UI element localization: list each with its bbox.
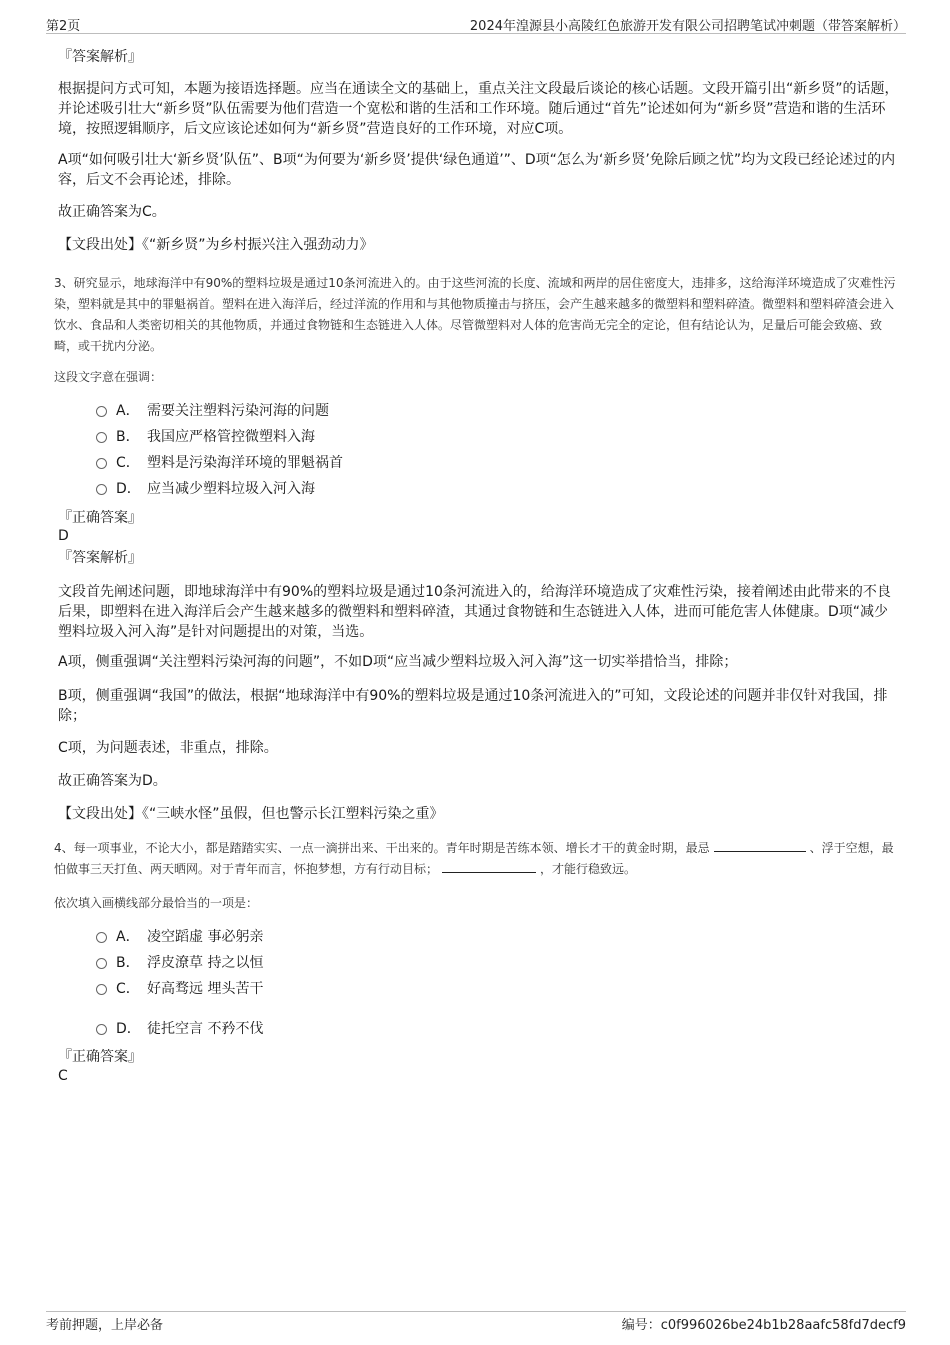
radio-icon[interactable] [96, 1024, 107, 1035]
radio-icon[interactable] [96, 484, 107, 495]
option-letter: B． [116, 429, 140, 445]
option-letter: C． [116, 981, 140, 997]
option-letter: A． [116, 403, 140, 419]
question-4-prompt: 依次填入画横线部分最恰当的一项是： [54, 896, 259, 910]
radio-icon[interactable] [96, 458, 107, 469]
question-4-text-part: ，才能行稳致远。 [540, 862, 637, 876]
option-a[interactable] [96, 928, 263, 946]
analysis-label: 『答案解析』 [58, 550, 142, 566]
analysis-paragraph: A项，侧重强调“关注塑料污染河海的问题”，不如D项“应当减少塑料垃圾入河入海”这一切实举措恰当，排除； [58, 654, 738, 670]
option-text: 凌空蹈虚 事必躬亲 [147, 929, 264, 945]
option-letter: A． [116, 929, 140, 945]
footer-divider [46, 1311, 906, 1312]
analysis-paragraph: B项，侧重强调“我国”的做法，根据“地球海洋中有90%的塑料垃圾是通过10条河流进入的”可知，文段论述的问题并非仅针对我国，排除； [58, 688, 888, 724]
option-text: 我国应严格管控微塑料入海 [147, 429, 315, 445]
analysis-paragraph: 文段首先阐述问题，即地球海洋中有90%的塑料垃圾是通过10条河流进入的，给海洋环境造成了灾难性污染，接着阐述由此带来的不良后果，即塑料在进入海洋后会产生越来越多的微塑料和塑料碎渣，其通过食物链和生态链进入人体，进而可能危害人体健康。D项“减少塑料垃圾入河入海”是针对问题提出的对策，当选。 [58, 584, 891, 640]
answer-label: 『正确答案』 [58, 510, 142, 526]
option-c[interactable] [96, 980, 263, 998]
analysis-paragraph: A项“如何吸引壮大‘新乡贤’队伍”、B项“为何要为‘新乡贤’提供‘绿色通道’”、D项“怎么为‘新乡贤’免除后顾之忧”均为文段已经论述过的内容，后文不会再论述，排除。 [58, 152, 896, 188]
radio-icon[interactable] [96, 932, 107, 943]
option-text: 徒托空言 不矜不伐 [147, 1021, 264, 1037]
question-4-text-part: 、浮于空想，最怕做事三天打鱼、两天晒网。对于青年而言，怀抱梦想，方有行动目标； [54, 841, 894, 876]
option-letter: C． [116, 455, 140, 471]
option-text: 浮皮潦草 持之以恒 [147, 955, 264, 971]
option-letter: D． [116, 481, 141, 497]
header-divider [46, 33, 906, 34]
analysis-paragraph: C项，为问题表述，非重点，排除。 [58, 740, 278, 756]
question-4-text-part: 4、每一项事业，不论大小，都是踏踏实实、一点一滴拼出来、干出来的。青年时期是苦练本领、增长才干的黄金时期，最忌 [54, 841, 710, 855]
analysis-conclusion: 故正确答案为D。 [58, 773, 167, 789]
answer-value: C [58, 1068, 68, 1084]
option-c[interactable] [96, 454, 343, 472]
option-text: 塑料是污染海洋环境的罪魁祸首 [147, 455, 343, 471]
option-d[interactable] [96, 480, 315, 498]
document-title: 2024年湟源县小高陵红色旅游开发有限公司招聘笔试冲刺题（带答案解析） [469, 19, 906, 34]
source-citation: 【文段出处】《“新乡贤”为乡村振兴注入强劲动力》 [58, 237, 374, 253]
question-4-text [54, 838, 902, 880]
fill-blank [442, 860, 536, 873]
option-letter: B． [116, 955, 140, 971]
radio-icon[interactable] [96, 406, 107, 417]
radio-icon[interactable] [96, 958, 107, 969]
option-letter: D． [116, 1021, 141, 1037]
option-b[interactable] [96, 428, 315, 446]
option-text: 应当减少塑料垃圾入河入海 [147, 481, 315, 497]
answer-value: D [58, 528, 69, 544]
radio-icon[interactable] [96, 432, 107, 443]
footer-slogan: 考前押题，上岸必备 [46, 1318, 164, 1333]
fill-blank [714, 839, 806, 852]
page-number: 第2页 [46, 19, 81, 34]
answer-label: 『正确答案』 [58, 1049, 142, 1065]
option-text: 好高骛远 埋头苦干 [147, 981, 264, 997]
option-b[interactable] [96, 954, 263, 972]
option-d[interactable] [96, 1020, 263, 1038]
source-citation: 【文段出处】《“三峡水怪”虽假，但也警示长江塑料污染之重》 [58, 806, 444, 822]
option-text: 需要关注塑料污染河海的问题 [147, 403, 329, 419]
question-3-prompt: 这段文字意在强调： [54, 370, 163, 384]
radio-icon[interactable] [96, 984, 107, 995]
option-a[interactable] [96, 402, 329, 420]
analysis-label: 『答案解析』 [58, 49, 142, 65]
question-3-text: 3、研究显示，地球海洋中有90%的塑料垃圾是通过10条河流进入的。由于这些河流的长度、流域和两岸的居住密度大，违排多，这给海洋环境造成了灾难性污染，塑料就是其中的罪魁祸首。塑料在进入海洋后，经过洋流的作用和与其他物质撞击与挤压，会产生越来越多的微塑料和塑料碎渣。微塑料和塑料碎渣会进入饮水、食品和人类密切相关的其他物质，并通过食物链和生态链进入人体。尽管微塑料对人体的危害尚无完全的定论，但有结论认为，足量后可能会致癌、致畸，或干扰内分泌。 [54, 276, 896, 353]
document-id: 编号：c0f996026be24b1b28aafc58fd7decf9 [621, 1318, 906, 1333]
analysis-paragraph: 根据提问方式可知，本题为接语选择题。应当在通读全文的基础上，重点关注文段最后谈论的核心话题。文段开篇引出“新乡贤”的话题，并论述吸引壮大“新乡贤”队伍需要为他们营造一个宽松和谐的生活和工作环境。随后通过“首先”论述如何为“新乡贤”营造和谐的生活环境，按照逻辑顺序，后文应该论述如何为“新乡贤”营造良好的工作环境，对应C项。 [58, 81, 899, 137]
analysis-conclusion: 故正确答案为C。 [58, 204, 166, 220]
